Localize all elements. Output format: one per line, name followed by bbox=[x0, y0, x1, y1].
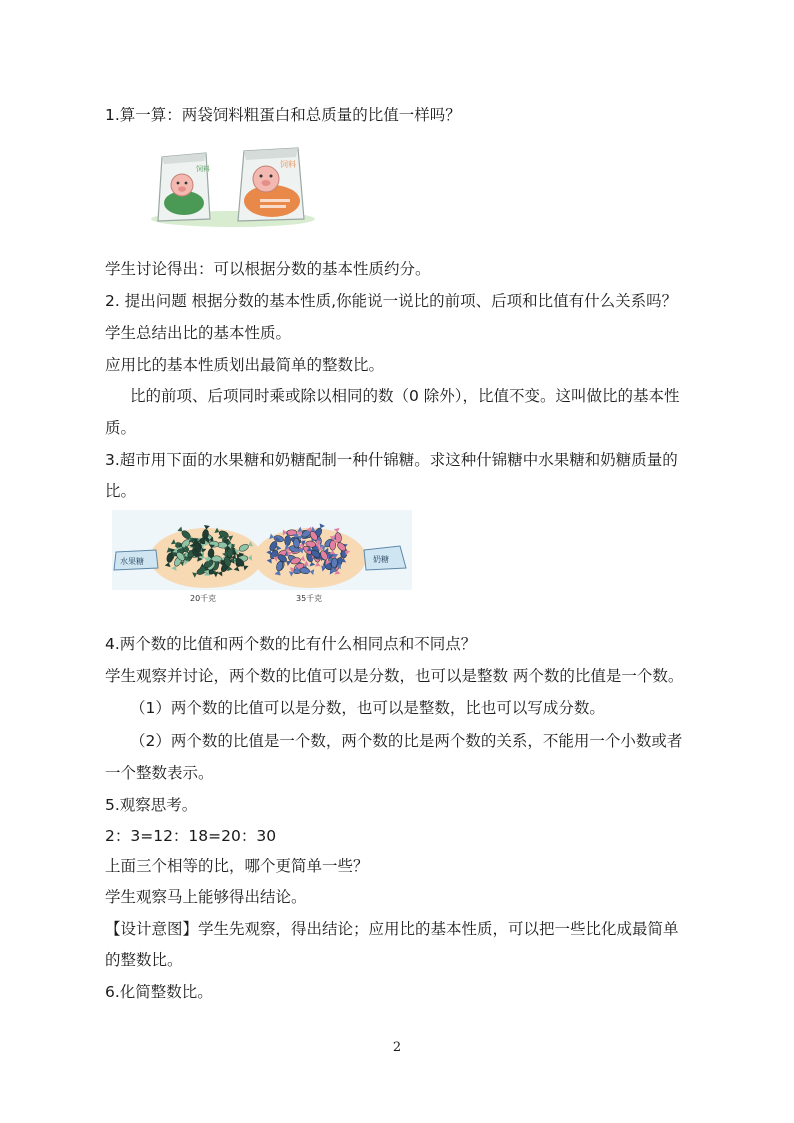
design-intent-cont: 的整数比。 bbox=[105, 951, 183, 969]
line-observe-discuss: 学生观察并讨论，两个数的比值可以是分数，也可以是整数 两个数的比值是一个数。 bbox=[105, 667, 684, 685]
feed-bags-figure bbox=[148, 145, 318, 230]
fruit-candy-weight: 20千克 bbox=[190, 594, 217, 603]
fruit-candy-sign bbox=[114, 550, 158, 570]
fruit-candy-label: 水果糖 bbox=[120, 557, 144, 566]
line-which-simpler: 上面三个相等的比，哪个更简单一些？ bbox=[105, 857, 369, 875]
point-1: （1）两个数的比值可以是分数，也可以是整数，比也可以写成分数。 bbox=[130, 699, 605, 717]
feed-bag-small bbox=[158, 153, 210, 221]
milk-candy-label: 奶糖 bbox=[373, 555, 389, 564]
point-2: （2）两个数的比值是一个数，两个数的比是两个数的关系，不能用一个小数或者 bbox=[130, 732, 683, 750]
question-2: 2. 提出问题 根据分数的基本性质,你能说一说比的前项、后项和比值有什么关系吗？ bbox=[105, 292, 678, 310]
question-3: 3.超市用下面的水果糖和奶糖配制一种什锦糖。求这种什锦糖中水果糖和奶糖质量的 bbox=[105, 451, 678, 469]
pig-icon bbox=[171, 174, 193, 196]
question-4: 4.两个数的比值和两个数的比有什么相同点和不同点？ bbox=[105, 635, 477, 653]
milk-candy-weight: 35千克 bbox=[296, 594, 323, 603]
question-1: 1.算一算：两袋饲料粗蛋白和总质量的比值一样吗？ bbox=[105, 106, 461, 124]
feed-bag-large bbox=[238, 148, 304, 221]
ratio-property-definition: 比的前项、后项同时乘或除以相同的数（0 除外），比值不变。这叫做比的基本性 bbox=[130, 387, 680, 405]
milk-candy-sign bbox=[364, 546, 406, 570]
design-intent: 【设计意图】学生先观察，得出结论；应用比的基本性质，可以把一些比化成最简单 bbox=[105, 920, 679, 938]
question-6: 6.化简整数比。 bbox=[105, 983, 213, 1001]
line-summary: 学生总结出比的基本性质。 bbox=[105, 324, 292, 342]
bag-small-label: 饲料 bbox=[196, 165, 210, 173]
point-2-cont: 一个整数表示。 bbox=[105, 764, 214, 782]
ratio-equation: 2：3=12：18=20：30 bbox=[105, 827, 277, 845]
candy-figure bbox=[112, 510, 412, 606]
question-5: 5.观察思考。 bbox=[105, 796, 198, 814]
pig-icon bbox=[253, 166, 279, 192]
line-conclusion: 学生观察马上能够得出结论。 bbox=[105, 888, 307, 906]
ratio-property-definition-cont: 质。 bbox=[105, 419, 137, 437]
page-number: 2 bbox=[392, 1040, 402, 1055]
line-apply: 应用比的基本性质划出最简单的整数比。 bbox=[105, 356, 385, 374]
line-discussion: 学生讨论得出：可以根据分数的基本性质约分。 bbox=[105, 260, 431, 278]
bag-large-label: 饲料 bbox=[280, 160, 296, 169]
question-3-cont: 比。 bbox=[105, 482, 137, 500]
